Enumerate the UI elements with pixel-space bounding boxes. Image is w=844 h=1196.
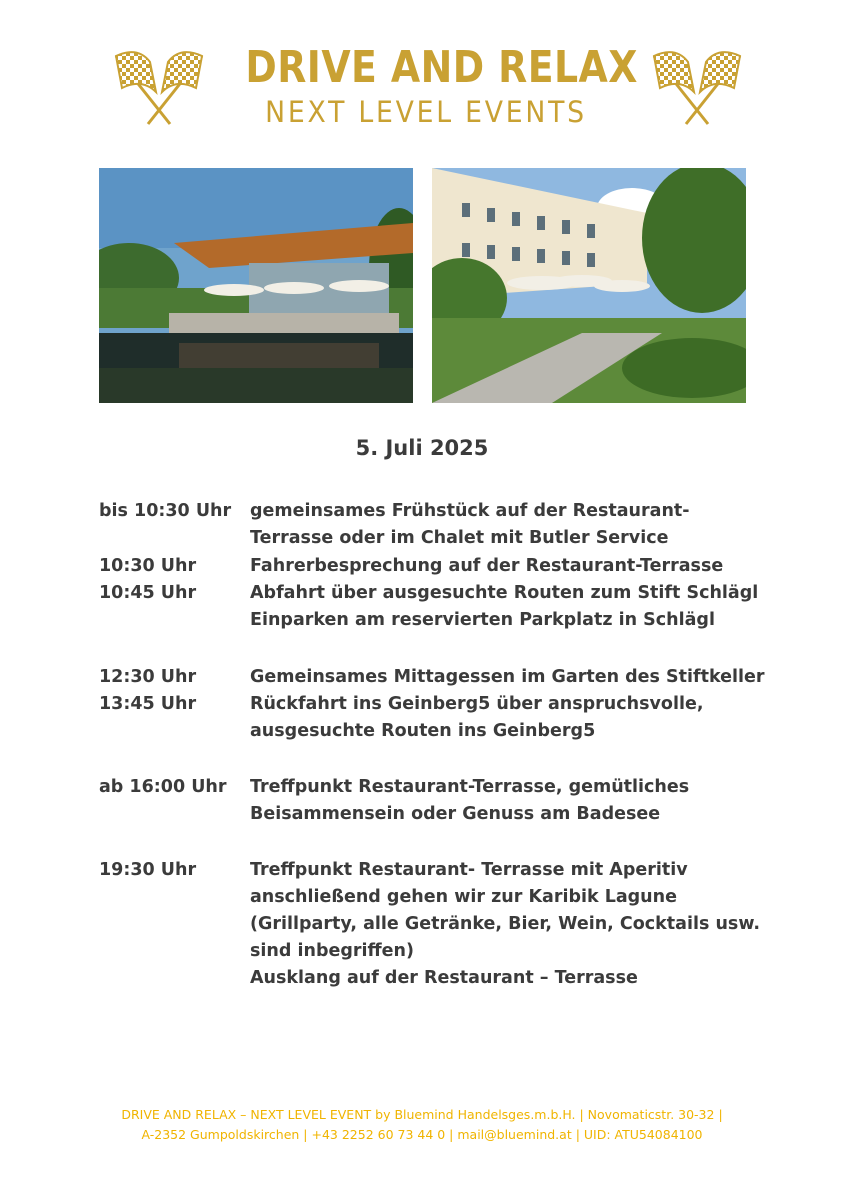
schedule-description: Rückfahrt ins Geinberg5 über anspruchsvolle,	[250, 694, 704, 714]
schedule-description: gemeinsames Frühstück auf der Restaurant-	[250, 501, 690, 521]
schedule-time: 10:45 Uhr	[99, 583, 197, 603]
schedule-time: ab 16:00 Uhr	[99, 777, 227, 797]
footer-line: DRIVE AND RELAX – NEXT LEVEL EVENT by Bluemind Handelsges.m.b.H. | Novomaticstr. 30-32 |	[121, 1107, 723, 1122]
schedule-time: 10:30 Uhr	[99, 556, 197, 576]
schedule-description: Terrasse oder im Chalet mit Butler Service	[250, 528, 669, 548]
schedule-description: sind inbegriffen)	[250, 941, 415, 961]
footer	[0, 1105, 844, 1145]
schedule-description: anschließend gehen wir zur Karibik Lagune	[250, 887, 677, 907]
event-date: 5. Juli 2025	[355, 436, 489, 460]
schedule-description: Treffpunkt Restaurant-Terrasse, gemütliches	[250, 777, 690, 797]
footer-line: A-2352 Gumpoldskirchen | +43 2252 60 73 44 0 | mail@bluemind.at | UID: ATU54084100	[141, 1127, 703, 1142]
schedule-time: 12:30 Uhr	[99, 667, 197, 687]
schedule-description: ausgesuchte Routen ins Geinberg5	[250, 721, 596, 741]
restaurant-terrace-lake-photo	[99, 168, 413, 403]
header	[0, 40, 844, 135]
title-block	[216, 40, 636, 128]
schedule-description: Ausklang auf der Restaurant – Terrasse	[250, 968, 638, 988]
schedule-description: Beisammensein oder Genuss am Badesee	[250, 804, 661, 824]
page-subtitle: NEXT LEVEL EVENTS	[265, 95, 587, 129]
schedule-time: bis 10:30 Uhr	[99, 501, 232, 521]
schedule-time: 19:30 Uhr	[99, 860, 197, 880]
schedule-description: Abfahrt über ausgesuchte Routen zum Stift Schlägl	[250, 583, 759, 603]
page-title: DRIVE AND RELAX	[245, 42, 638, 93]
schedule-description: Treffpunkt Restaurant- Terrasse mit Aperitiv	[250, 860, 688, 880]
abbey-garden-terrace-photo	[432, 168, 746, 403]
checkered-flags-icon	[636, 48, 758, 132]
schedule-description: (Grillparty, alle Getränke, Bier, Wein, Cocktails usw.	[250, 914, 761, 934]
schedule-description: Fahrerbesprechung auf der Restaurant-Terrasse	[250, 556, 724, 576]
schedule-description: Einparken am reservierten Parkplatz in Schlägl	[250, 610, 715, 630]
schedule-description: Gemeinsames Mittagessen im Garten des Stiftkeller	[250, 667, 765, 687]
checkered-flags-icon	[98, 48, 220, 132]
schedule-time: 13:45 Uhr	[99, 694, 197, 714]
